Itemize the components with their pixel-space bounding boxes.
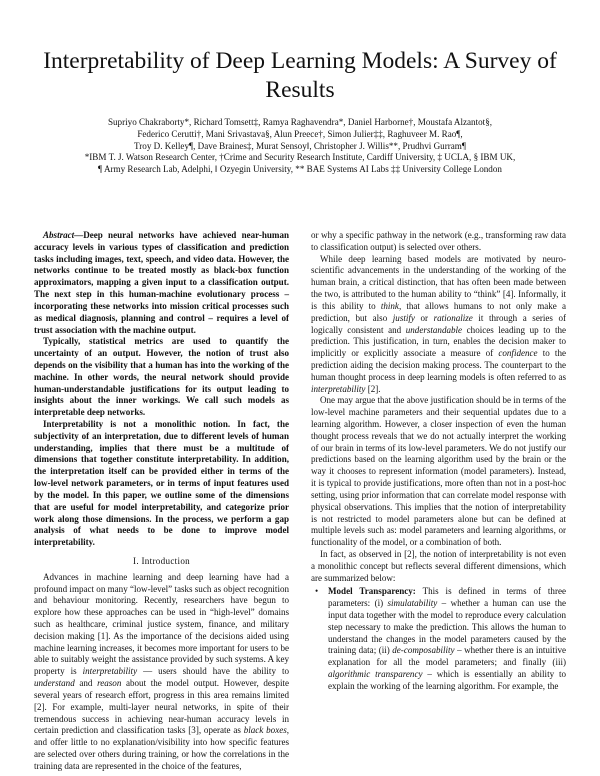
- list-item: • Model Transparency: This is defined in terms of three parameters: (i) simulatability – whether a human can use the input data together with the model to reproduce every calculation step necessary to make the prediction. This allows the human to understand the changes in the model parameters caused by the training data; (ii) de-composability – whether there is an intuitive explanation for all the model parameters; and finally (iii) algorithmic transparency – which is essentially an ability to explain the working of the learning algorithm. For example, the: [315, 586, 567, 691]
- affiliation-line: ¶ Army Research Lab, Adelphi, ‖ Ozyegin University, ** BAE Systems AI Labs ‡‡ University College London: [98, 164, 502, 175]
- body-paragraph: In fact, as observed in [2], the notion of interpretability is not even a monolithic concept but reflects several different dimensions, which are summarized below:: [311, 548, 566, 583]
- author-line: Federico Cerutti†, Mani Srivastava§, Alun Preece†, Simon Julier‡‡, Raghuveer M. Rao¶,: [137, 128, 463, 139]
- abstract-paragraph: Abstract—Deep neural networks have achieved near-human accuracy levels in various types of classification and prediction tasks including images, text, speech, and video data. However, the networks continue to be treated mostly as black-box function approximators, mapping a given input to a classification output. The next step in this human-machine evolutionary process – incorporating these networks into mission critical processes such as medical diagnosis, planning and control – requires a level of trust association with the machine output.: [34, 230, 289, 335]
- abstract-paragraph: Interpretability is not a monolithic notion. In fact, the subjectivity of an interpretation, due to different levels of human understanding, implies that there must be a multitude of dimensions that together constitute interpretability. In addition, the interpretation itself can be provided either in terms of the low-level network parameters, or in terms of input features used by the model. In this paper, we outline some of the dimensions that are useful for model interpretability, and categorize prior work along those dimensions. In the process, we perform a gap analysis of what needs to be done to improve model interpretability.: [34, 419, 289, 548]
- author-line: Supriyo Chakraborty*, Richard Tomsett‡, Ramya Raghavendra*, Daniel Harborne†, Moustafa Alzantot§,: [107, 117, 493, 127]
- abstract-label: Abstract: [43, 230, 75, 240]
- author-block: [36, 117, 564, 176]
- body-paragraph: While deep learning based models are motivated by neuro-scientific advancements in the understanding of the working of the human brain, a critical distinction, that has often been made between the two, is attributed to the human ability to “think” [4]. Informally, it is this ability to think, that allows humans to not only make a prediction, but also justify or rationalize it through a series of logically consistent and understandable choices leading up to the prediction. This justification, in turn, enables the decision maker to implicitly or explicitly associate a measure of confidence to the prediction aiding the decision making process. The counterpart to the human thought process in deep learning models is often referred to as interpretability [2].: [311, 253, 567, 394]
- paper-title: Interpretability of Deep Learning Models: A Survey of Results: [43, 48, 557, 103]
- affiliation-line: *IBM T. J. Watson Research Center, †Crime and Security Research Institute, Cardiff University, ‡ UCLA, § IBM UK,: [84, 152, 516, 163]
- body-paragraph: Advances in machine learning and deep learning have had a profound impact on many “low-level” tasks such as object recognition and behaviour monitoring. Recently, researchers have begun to explore how these approaches can be used in “high-level” domains such as healthcare, criminal justice system, finance, and military decision making [1]. As the importance of the decisions aided using machine learning increases, it becomes more important for users to be able to suitably weight the assistance provided by such systems. A key property is interpretability — users should have the ability to understand and reason about the model output. However, despite several years of research effort, progress in this area remains limited [2]. For example, multi-layer neural networks, in spite of their tremendous success in achieving near-human accuracy levels in certain prediction and classification tasks [3], operate as black boxes, and offer little to no explanation/visibility into how specific features are selected over others during training, or how the correlations in the training data are represented in the choice of the features,: [34, 571, 290, 771]
- left-column: [34, 230, 289, 773]
- dimension-list: [311, 586, 566, 692]
- author-line: Troy D. Kelley¶, Dave Braines‡, Murat Sensoy‖, Christopher J. Willis**, Prudhvi Gurram¶: [134, 140, 466, 151]
- section-heading: I. Introduction: [132, 555, 191, 566]
- body-paragraph: One may argue that the above justification should be in terms of the low-level machine parameters and their sequential updates due to a learning algorithm. However, a closer inspection of even the human thought process reveals that we do not actually interpret the working of our brain in terms of its low-level parameters. We do not justify our predictions based on the learning algorithm used by the brain or the way it chooses to represent information (model parameters). Instead, it is typical to provide justifications, more often than not in a post-hoc setting, using prior information that can correlate model response with physical observations. This implies that the notion of interpretability is not restricted to model parameters alone but can be defined at multiple levels such as: model parameters and learning algorithms, or functionality of the model, or a combination of both.: [311, 395, 566, 548]
- abstract-paragraph: Typically, statistical metrics are used to quantify the uncertainty of an output. However, the notion of trust also depends on the visibility that a human has into the working of the machine. In other words, the neural network should provide human-understandable justifications for its output leading to insights about the inner workings. We call such models as interpretable deep networks.: [34, 336, 289, 418]
- right-column: [311, 230, 566, 693]
- body-paragraph: or why a specific pathway in the network (e.g., transforming raw data to classification output) is selected over others.: [311, 230, 566, 252]
- bullet-icon: •: [315, 586, 319, 597]
